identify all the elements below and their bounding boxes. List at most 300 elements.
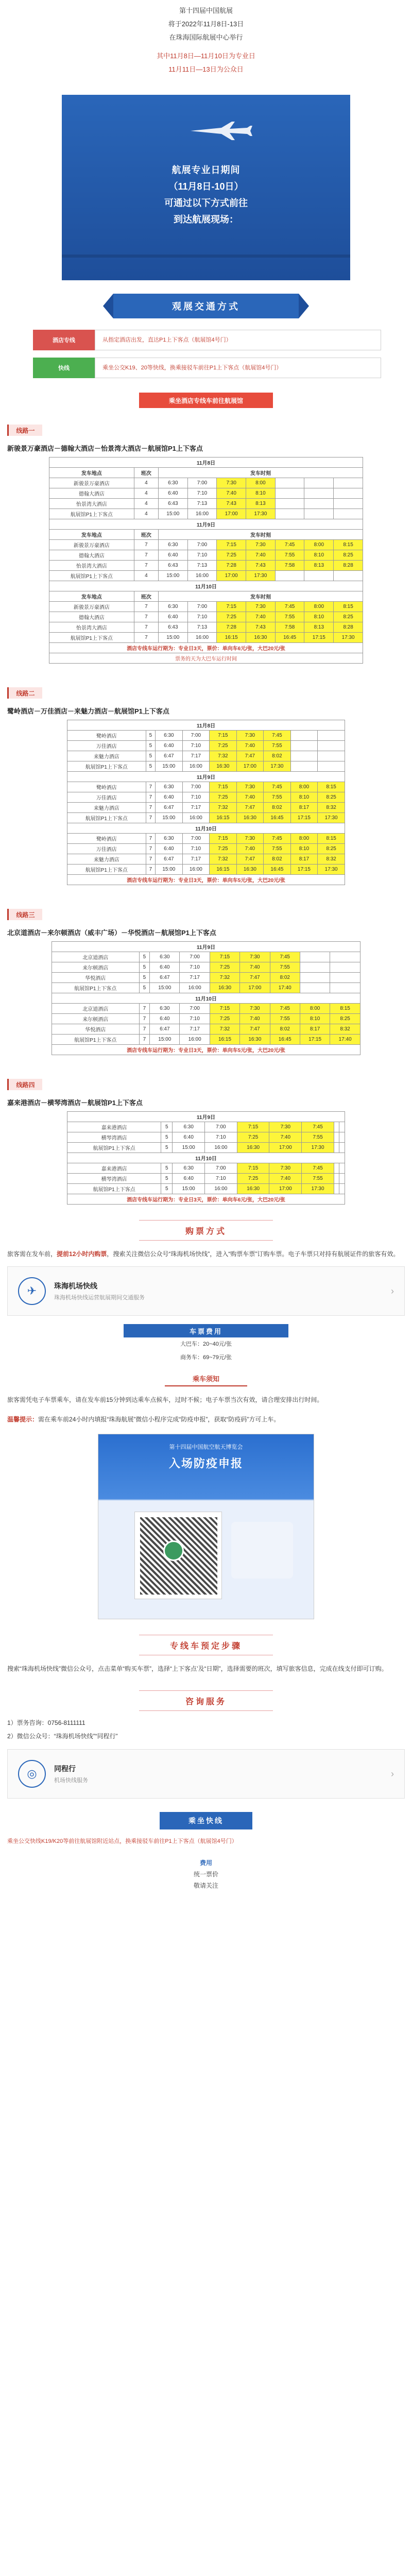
purchase-highlight: 提前12小时内购票 [57, 1250, 107, 1258]
table-cell: 7:47 [240, 1024, 270, 1035]
intro-line: 11月11日—13日为公众日 [168, 65, 244, 73]
table-cell [290, 731, 318, 741]
table-cell: 8:00 [300, 1004, 330, 1014]
table-cell: 5 [161, 1163, 173, 1174]
fare-title: 车票费用 [124, 1324, 288, 1337]
table-row [67, 1174, 345, 1184]
table-row [52, 1035, 360, 1045]
contact-mini-program-card[interactable] [7, 1749, 405, 1799]
table-cell: 16:00 [205, 1143, 237, 1153]
table-cell: 17:00 [269, 1184, 302, 1194]
table-row [67, 1184, 345, 1194]
table-cell: 16:00 [205, 1184, 237, 1194]
table-cell [275, 478, 304, 488]
table-row [67, 844, 345, 854]
table-cell: 航展馆P1上下客点 [67, 761, 146, 772]
purchase-paragraph [7, 1248, 405, 1260]
table-row [67, 1153, 345, 1163]
fare-line: 商务车：69~79元/张 [180, 1354, 232, 1361]
table-cell: 16:30 [210, 983, 239, 993]
table-cell: 16:00 [182, 865, 210, 875]
table-cell: 7:17 [182, 803, 210, 813]
table-cell: 6:47 [156, 751, 183, 761]
table-cell: 发车地点 [49, 591, 134, 602]
table-cell [318, 751, 345, 761]
table-row [67, 834, 345, 844]
table-cell [339, 1174, 345, 1184]
table-row [49, 602, 363, 612]
table-cell: 北京道酒店 [52, 952, 140, 962]
table-cell: 7:55 [275, 550, 304, 561]
table-cell: 来魅力酒店 [67, 854, 146, 865]
table-cell: 7 [139, 1035, 150, 1045]
table-cell: 7:30 [240, 1004, 270, 1014]
table-cell: 16:45 [264, 865, 291, 875]
table-row [52, 973, 360, 983]
phone-illustration-icon [231, 1522, 293, 1579]
table-row [67, 720, 345, 731]
table-cell: 7:47 [240, 973, 270, 983]
table-cell: 7:17 [180, 973, 210, 983]
table-cell: 15:00 [158, 633, 187, 643]
table-cell: 16:00 [182, 761, 210, 772]
table-cell: 7:25 [237, 1132, 269, 1143]
table-cell: 7 [139, 1004, 150, 1014]
table-cell: 16:45 [264, 813, 291, 823]
table-cell: 16:45 [270, 1035, 300, 1045]
table-cell [330, 983, 360, 993]
table-cell: 7:10 [182, 741, 210, 751]
table-row [52, 1024, 360, 1035]
table-cell: 15:00 [150, 1035, 180, 1045]
table-cell: 7:15 [237, 1163, 269, 1174]
table-row [49, 457, 363, 468]
table-cell: 17:00 [236, 761, 264, 772]
table-cell: 7:13 [187, 561, 217, 571]
table-cell: 7:55 [302, 1132, 334, 1143]
table-cell: 6:43 [158, 561, 187, 571]
table-cell: 7:47 [236, 751, 264, 761]
table-cell: 7:00 [180, 1004, 210, 1014]
footer [0, 1857, 412, 1891]
table-cell: 11月10日 [67, 1153, 345, 1163]
table-cell: 7 [139, 1024, 150, 1035]
table-cell: 15:00 [156, 761, 183, 772]
section-title-boarding: 乘车须知 [165, 1374, 247, 1386]
table-cell: 11月10日 [67, 823, 345, 834]
table-cell: 6:30 [158, 478, 187, 488]
table-cell: 8:00 [304, 602, 334, 612]
table-row [49, 643, 363, 653]
table-cell: 5 [161, 1184, 173, 1194]
table-cell: 7:10 [182, 792, 210, 803]
table-cell: 17:00 [240, 983, 270, 993]
table-cell: 7:00 [205, 1163, 237, 1174]
table-cell: 7 [146, 813, 155, 823]
table-cell: 德翰大酒店 [49, 550, 134, 561]
table-row [49, 550, 363, 561]
table-row [67, 761, 345, 772]
table-cell: 7:45 [275, 540, 304, 550]
table-row [49, 499, 363, 509]
table-cell: 发车地点 [49, 530, 134, 540]
table-cell: 5 [146, 731, 155, 741]
table-row [67, 875, 345, 885]
table-cell: 8:10 [304, 612, 334, 622]
card-desc: 珠海机场快线运营航展期间交通服务 [54, 1295, 145, 1301]
table-cell: 7 [146, 844, 155, 854]
table-cell: 鹭岭酒店 [67, 834, 146, 844]
table-cell: 7:32 [210, 1024, 239, 1035]
table-cell: 班次 [134, 468, 158, 478]
route-text: 鹭岭酒店－万佳酒店－来魅力酒店－航展馆P1上下客点 [7, 707, 169, 715]
line-tag: 线路二 [7, 687, 42, 699]
table-cell: 8:02 [270, 1024, 300, 1035]
table-cell: 17:30 [318, 813, 345, 823]
table-cell: 酒店专线车运行期为：专业日3天，票价：单向车6元/张，大巴20元/张 [49, 643, 363, 653]
table-cell: 7:28 [217, 561, 246, 571]
table-cell: 7:15 [210, 834, 237, 844]
table-cell: 6:47 [156, 854, 183, 865]
table-cell: 6:40 [158, 488, 187, 499]
table-cell: 万佳酒店 [67, 741, 146, 751]
table-cell [334, 1163, 339, 1174]
hotel-shuttle-tag: 乘坐酒店专线车前往航展馆 [139, 393, 273, 408]
table-cell: 7:40 [246, 550, 276, 561]
table-cell: 发车时刻 [158, 530, 363, 540]
table-cell: 16:00 [187, 509, 217, 519]
table-cell: 8:10 [290, 792, 318, 803]
table-cell: 7:30 [246, 540, 276, 550]
card-name: 珠海机场快线 [54, 1282, 97, 1290]
table-cell: 6:30 [156, 782, 183, 792]
table-cell: 7:15 [210, 782, 237, 792]
table-cell: 7:45 [264, 782, 291, 792]
route-text: 北京道酒店－来尔顿酒店（威丰广场）－华悦酒店－航展馆P1上下客点 [7, 929, 216, 937]
table-cell: 16:15 [210, 1035, 239, 1045]
table-cell: 15:00 [173, 1143, 205, 1153]
table-cell: 来魅力酒店 [67, 803, 146, 813]
table-cell: 来魅力酒店 [67, 751, 146, 761]
section-title-transport: 观展交通方式 [113, 294, 299, 318]
table-row [67, 823, 345, 834]
table-cell: 8:00 [290, 782, 318, 792]
table-cell: 新骏景万豪酒店 [49, 478, 134, 488]
table-cell: 17:30 [318, 865, 345, 875]
table-cell: 7:25 [210, 844, 237, 854]
table-cell: 16:15 [217, 633, 246, 643]
table-cell: 8:32 [318, 803, 345, 813]
table-row [49, 519, 363, 530]
table-cell: 15:00 [173, 1184, 205, 1194]
table-cell: 16:30 [246, 633, 276, 643]
table-cell: 发车时刻 [158, 591, 363, 602]
section-title-booking: 专线车预定步骤 [139, 1635, 273, 1655]
table-cell: 票务的天为大巴车运行时间 [49, 653, 363, 664]
table-cell: 5 [139, 962, 150, 973]
table-cell: 7:17 [182, 751, 210, 761]
table-cell: 7:15 [237, 1122, 269, 1132]
fare-line: 大巴车：20~40元/张 [180, 1341, 232, 1347]
table-cell: 5 [161, 1122, 173, 1132]
table-cell: 16:15 [210, 813, 237, 823]
table-cell: 万佳酒店 [67, 844, 146, 854]
table-row [67, 1122, 345, 1132]
table-row [67, 741, 345, 751]
card-name: 同程行 [54, 1765, 76, 1773]
table-cell: 7 [146, 782, 155, 792]
table-cell: 7:10 [205, 1174, 237, 1184]
hero-divider [62, 255, 350, 258]
table-cell [330, 962, 360, 973]
table-cell: 11月8日 [67, 720, 345, 731]
table-cell: 新骏景万豪酒店 [49, 540, 134, 550]
table-cell: 7:55 [264, 844, 291, 854]
table-cell [290, 751, 318, 761]
table-row [49, 581, 363, 591]
table-cell: 5 [139, 952, 150, 962]
table-cell: 鹭岭酒店 [67, 731, 146, 741]
table-cell: 8:15 [318, 782, 345, 792]
table-cell: 17:30 [246, 571, 276, 581]
table-row [67, 751, 345, 761]
table-cell: 7 [134, 622, 158, 633]
table-cell: 5 [139, 983, 150, 993]
table-cell: 7:30 [217, 478, 246, 488]
table-cell: 11月8日 [49, 457, 363, 468]
table-cell: 17:15 [304, 633, 334, 643]
line-tag: 线路一 [7, 425, 42, 436]
table-cell: 航展馆P1上下客点 [67, 1184, 161, 1194]
qr-code-icon [134, 1512, 222, 1599]
table-cell: 7:10 [180, 962, 210, 973]
table-cell: 7:45 [270, 952, 300, 962]
table-row [67, 813, 345, 823]
table-cell: 15:00 [158, 571, 187, 581]
table-cell: 8:28 [334, 622, 363, 633]
table-cell: 万佳酒店 [67, 792, 146, 803]
table-cell [304, 571, 334, 581]
table-cell: 7:32 [210, 751, 237, 761]
table-cell [304, 478, 334, 488]
table-cell: 8:02 [264, 854, 291, 865]
table-cell: 8:10 [300, 1014, 330, 1024]
table-cell [334, 488, 363, 499]
intro-text [0, 0, 412, 76]
mode-label: 酒店专线 [33, 330, 95, 350]
table-cell: 4 [134, 478, 158, 488]
table-cell: 11月10日 [49, 581, 363, 591]
table-cell [339, 1122, 345, 1132]
table-cell: 7:45 [302, 1163, 334, 1174]
table-cell: 6:30 [158, 602, 187, 612]
table-cell [304, 499, 334, 509]
table-cell: 班次 [134, 591, 158, 602]
table-cell [290, 761, 318, 772]
footer-line: 费用 [199, 1859, 212, 1867]
table-cell: 7:40 [269, 1132, 302, 1143]
table-cell: 8:10 [290, 844, 318, 854]
mode-desc: 从指定酒店出发，直达P1上下客点（航展馆4号门） [95, 330, 381, 350]
table-cell: 航展馆P1上下客点 [49, 633, 134, 643]
table-cell: 7:25 [210, 741, 237, 751]
table-cell [300, 962, 330, 973]
table-cell: 8:25 [334, 550, 363, 561]
table-cell: 7:10 [180, 1014, 210, 1024]
table-cell: 6:40 [173, 1174, 205, 1184]
table-cell: 6:40 [156, 792, 183, 803]
table-cell: 7:45 [302, 1122, 334, 1132]
fare-box [124, 1324, 288, 1364]
table-row [67, 803, 345, 813]
table-cell: 酒店专线车运行期为：专业日3天，票价：单向车5元/张，大巴20元/张 [67, 875, 345, 885]
table-cell: 7:25 [210, 1014, 239, 1024]
table-cell: 6:43 [158, 622, 187, 633]
table-cell: 4 [134, 488, 158, 499]
table-cell: 15:00 [156, 813, 183, 823]
table-row [49, 509, 363, 519]
table-cell: 17:15 [290, 813, 318, 823]
table-cell: 7:25 [217, 550, 246, 561]
table-cell: 7:28 [217, 622, 246, 633]
table-cell: 6:47 [150, 1024, 180, 1035]
table-cell: 5 [146, 751, 155, 761]
table-cell: 11月9日 [67, 772, 345, 782]
table-cell [334, 1122, 339, 1132]
mode-label: 快线 [33, 358, 95, 378]
table-row [52, 983, 360, 993]
table-cell: 17:30 [302, 1184, 334, 1194]
epidemic-declaration-poster [98, 1434, 314, 1619]
table-cell: 17:00 [217, 509, 246, 519]
table-cell: 7:00 [180, 952, 210, 962]
table-row [67, 782, 345, 792]
table-cell: 8:32 [318, 854, 345, 865]
table-cell [339, 1163, 345, 1174]
table-cell: 7:32 [210, 973, 239, 983]
table-cell: 7:10 [187, 550, 217, 561]
table-cell: 17:15 [300, 1035, 330, 1045]
table-cell: 5 [139, 973, 150, 983]
table-cell: 7:40 [240, 962, 270, 973]
table-cell: 发车时刻 [158, 468, 363, 478]
table-cell: 来尔顿酒店 [52, 1014, 140, 1024]
table-cell: 7:17 [180, 1024, 210, 1035]
table-cell: 7 [146, 803, 155, 813]
table-cell [339, 1143, 345, 1153]
table-cell: 7:10 [205, 1132, 237, 1143]
contact-info [7, 1716, 405, 1743]
table-cell [318, 761, 345, 772]
table-cell: 7:47 [236, 854, 264, 865]
table-cell: 7:55 [264, 792, 291, 803]
table-row [52, 952, 360, 962]
table-cell [334, 499, 363, 509]
table-cell: 7:40 [240, 1014, 270, 1024]
table-cell: 7 [134, 561, 158, 571]
table-cell: 横琴湾酒店 [67, 1174, 161, 1184]
table-cell: 5 [161, 1174, 173, 1184]
table-cell: 7:55 [270, 962, 300, 973]
table-cell: 11月9日 [52, 942, 360, 952]
boarding-paragraph: 旅客需凭电子车票乘车，请在发车前15分钟到达乘车点候车，过时不候；电子车票当次有效，请合理安排出行时间。 [7, 1396, 323, 1403]
chevron-right-icon: › [391, 1285, 394, 1296]
table-cell: 7:55 [264, 741, 291, 751]
table-cell [300, 952, 330, 962]
table-cell: 16:30 [210, 761, 237, 772]
table-cell: 7:43 [217, 499, 246, 509]
table-cell: 8:00 [246, 478, 276, 488]
table-cell: 7:32 [210, 803, 237, 813]
mini-program-card[interactable] [7, 1266, 405, 1316]
table-cell: 8:00 [290, 834, 318, 844]
table-cell [275, 571, 304, 581]
table-cell: 航展馆P1上下客点 [67, 865, 146, 875]
table-cell [334, 1174, 339, 1184]
table-cell: 8:00 [304, 540, 334, 550]
mode-desc: 乘坐公交K19、20等快线，换乘接驳车前往P1上下客点（航展馆4号门） [95, 358, 381, 378]
table-cell: 7:45 [264, 834, 291, 844]
table-cell: 7:40 [236, 792, 264, 803]
table-row [67, 792, 345, 803]
table-cell: 7:43 [246, 622, 276, 633]
table-row [49, 468, 363, 478]
table-cell: 8:32 [330, 1024, 360, 1035]
table-cell: 7:40 [246, 612, 276, 622]
table-cell: 8:02 [264, 751, 291, 761]
contact-line: 1）票务咨询：0756-8111111 [7, 1719, 85, 1726]
table-cell: 德翰大酒店 [49, 488, 134, 499]
mode-row [33, 358, 381, 378]
table-cell: 17:30 [246, 509, 276, 519]
table-cell: 7 [146, 792, 155, 803]
table-cell: 发车地点 [49, 468, 134, 478]
table-cell: 17:40 [270, 983, 300, 993]
table-cell: 8:17 [290, 854, 318, 865]
table-row [49, 478, 363, 488]
line-tag: 线路三 [7, 909, 42, 920]
table-cell: 8:15 [318, 834, 345, 844]
table-cell: 7:17 [182, 854, 210, 865]
mode-row [33, 330, 381, 350]
table-cell: 17:30 [334, 633, 363, 643]
table-cell: 7:00 [187, 602, 217, 612]
table-row [49, 612, 363, 622]
table-cell [290, 741, 318, 751]
table-row [67, 731, 345, 741]
table-row [49, 530, 363, 540]
table-cell: 15:00 [156, 865, 183, 875]
table-cell: 7:13 [187, 499, 217, 509]
table-cell: 嘉来港酒店 [67, 1163, 161, 1174]
tip-label: 温馨提示： [7, 1416, 39, 1423]
table-cell: 7:30 [269, 1122, 302, 1132]
table-cell: 4 [134, 509, 158, 519]
table-cell: 6:30 [158, 540, 187, 550]
table-cell: 16:30 [236, 865, 264, 875]
table-cell: 怡景湾大酒店 [49, 499, 134, 509]
table-cell: 16:00 [187, 571, 217, 581]
table-cell: 8:25 [330, 1014, 360, 1024]
table-cell: 7 [146, 834, 155, 844]
table-cell: 怡景湾大酒店 [49, 561, 134, 571]
table-cell [339, 1184, 345, 1194]
table-cell: 17:00 [217, 571, 246, 581]
table-cell: 15:00 [150, 983, 180, 993]
table-cell: 15:00 [158, 509, 187, 519]
table-cell: 8:17 [290, 803, 318, 813]
table-cell: 酒店专线车运行期为：专业日3天，票价：单向车5元/张，大巴20元/张 [52, 1045, 360, 1055]
